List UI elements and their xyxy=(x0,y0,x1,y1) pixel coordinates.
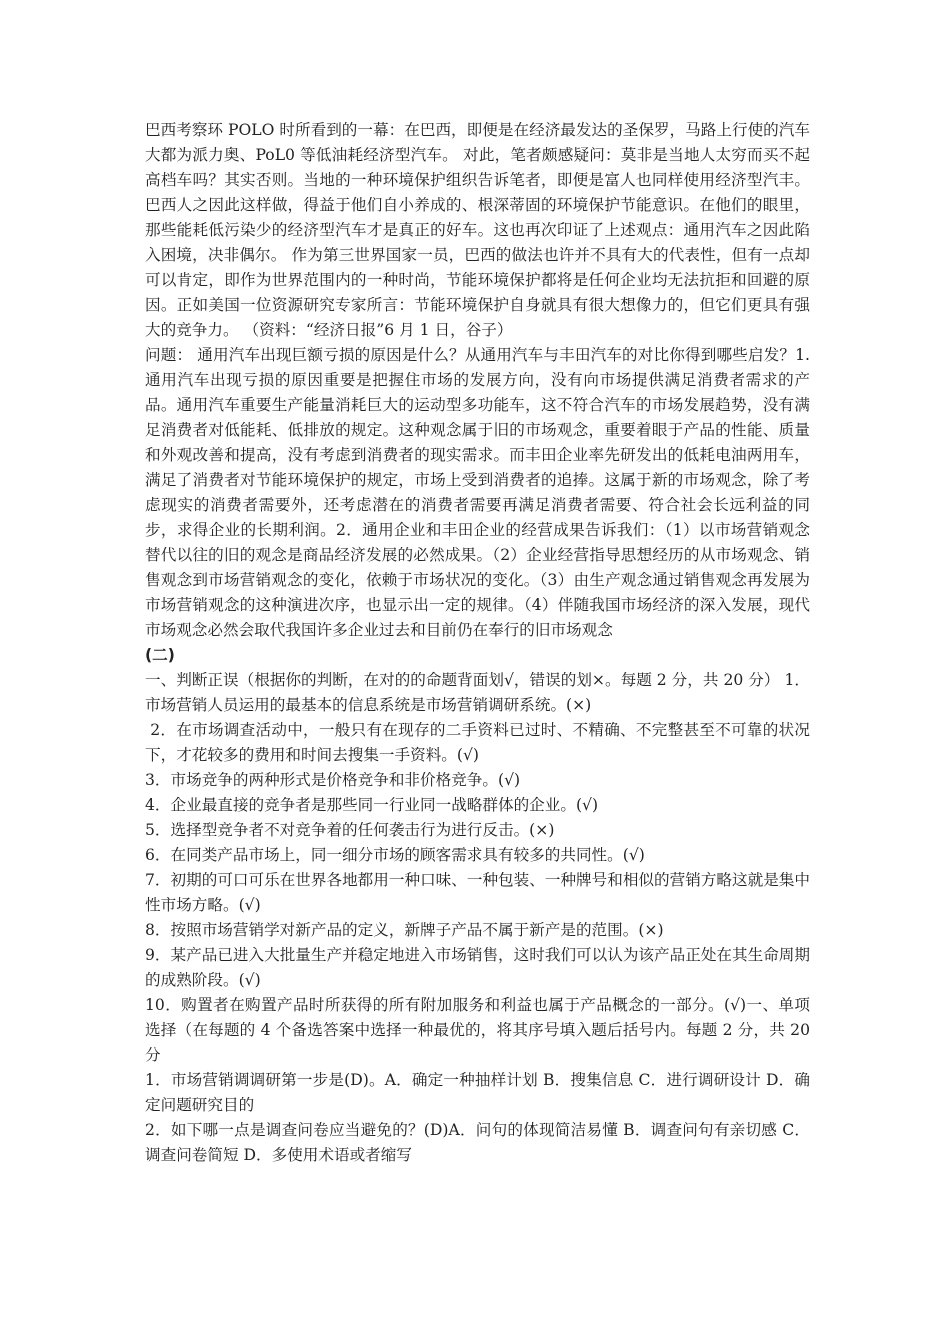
paragraph-brazil-observation: 巴西考察环 POLO 时所看到的一幕：在巴西，即便是在经济最发达的圣保罗，马路上行使的汽车大都为派力奥、PoL0 等低油耗经济型汽车。 对此，笔者颇感疑问：莫非是当地人太穷而买不起高档车吗？其实否则。当地的一种环境保护组织告诉笔者，即便是富人也同样使用经济型汽丰。巴西人之因此这样做，得益于他们自小养成的、根深蒂固的环境保护节能意识。在他们的眼里，那些能耗低污染少的经济型汽车才是真正的好车。这也再次印证了上述观点：通用汽车之因此陷入困境，决非偶尔。 作为第三世界国家一员，巴西的做法也许并不具有大的代表性，但有一点却可以肯定，即作为世界范围内的一种时尚，节能环境保护都将是任何企业均无法抗拒和回避的原因。正如美国一位资源研究专家所言：节能环境保护自身就具有很大想像力的，但它们更具有强大的竞争力。 （资料：“经济日报”6 月 1 日，谷子） xyxy=(145,121,810,339)
true-false-intro: 一、判断正误（根据你的判断，在对的的命题背面划√，错误的划×。每题 2 分，共 20 分） 1．市场营销人员运用的最基本的信息系统是市场营销调研系统。(×) xyxy=(145,671,810,714)
true-false-item-10-and-choice-intro: 10．购置者在购置产品时所获得的所有附加服务和利益也属于产品概念的一部分。(√)一、单项选择（在每题的 4 个备选答案中选择一种最优的，将其序号填入题后括号内。每题 2 分，共 20 分 xyxy=(145,996,815,1064)
section-heading: (二) xyxy=(145,646,175,664)
true-false-item-6: 6．在同类产品市场上，同一细分市场的顾客需求具有较多的共同性。(√) xyxy=(145,846,645,864)
true-false-item-2: 2．在市场调查活动中，一般只有在现存的二手资料已过时、不精确、不完整甚至不可靠的状况下，才花较多的费用和时间去搜集一手资料。(√) xyxy=(145,721,810,764)
paragraph-question-answer: 问题： 通用汽车出现巨额亏损的原因是什么？从通用汽车与丰田汽车的对比你得到哪些启发？1.通用汽车出现亏损的原因重要是把握住市场的发展方向，没有向市场提供满足消费者需求的产品。通用汽车重要生产能量消耗巨大的运动型多功能车，这不符合汽车的市场发展趋势，没有满足消费者对低能耗、低排放的规定。这种观念属于旧的市场观念，重要着眼于产品的性能、质量和外观改善和提高，没有考虑到消费者的现实需求。而丰田企业率先研发出的低耗电油两用车，满足了消费者对节能环境保护的规定，市场上受到消费者的追捧。这属于新的市场观念，除了考虑现实的消费者需要外，还考虑潜在的消费者需要再满足消费者需要、符合社会长远利益的同步，求得企业的长期利润。2．通用企业和丰田企业的经营成果告诉我们：（1）以市场营销观念替代以往的旧的观念是商品经济发展的必然成果。（2）企业经营指导思想经历的从市场观念、销售观念到市场营销观念的变化，依赖于市场状况的变化。（3）由生产观念通过销售观念再发展为市场营销观念的这种演进次序，也显示出一定的规律。（4）伴随我国市场经济的深入发展，现代市场观念必然会取代我国许多企业过去和目前仍在奉行的旧市场观念 xyxy=(145,346,810,639)
true-false-item-7: 7．初期的可口可乐在世界各地都用一种口味、一种包装、一种牌号和相似的营销方略这就是集中性市场方略。(√) xyxy=(145,871,810,914)
true-false-item-5: 5．选择型竞争者不对竞争着的任何袭击行为进行反击。(×) xyxy=(145,821,555,839)
true-false-item-4: 4．企业最直接的竞争者是那些同一行业同一战略群体的企业。(√) xyxy=(145,796,599,814)
choice-item-1: 1．市场营销调调研第一步是(D)。A．确定一种抽样计划 B．搜集信息 C．进行调研设计 D．确定问题研究目的 xyxy=(145,1071,810,1114)
true-false-item-8: 8．按照市场营销学对新产品的定义，新牌子产品不属于新产是的范围。(×) xyxy=(145,921,664,939)
true-false-item-9: 9．某产品已进入大批量生产并稳定地进入市场销售，这时我们可以认为该产品正处在其生命周期的成熟阶段。(√) xyxy=(145,946,810,989)
true-false-item-3: 3．市场竞争的两种形式是价格竞争和非价格竞争。(√) xyxy=(145,771,521,789)
choice-item-2: 2．如下哪一点是调查问卷应当避免的？(D)A．问句的体现简洁易懂 B．调查问句有亲切感 C．调查问卷简短 D．多使用术语或者缩写 xyxy=(145,1121,810,1164)
